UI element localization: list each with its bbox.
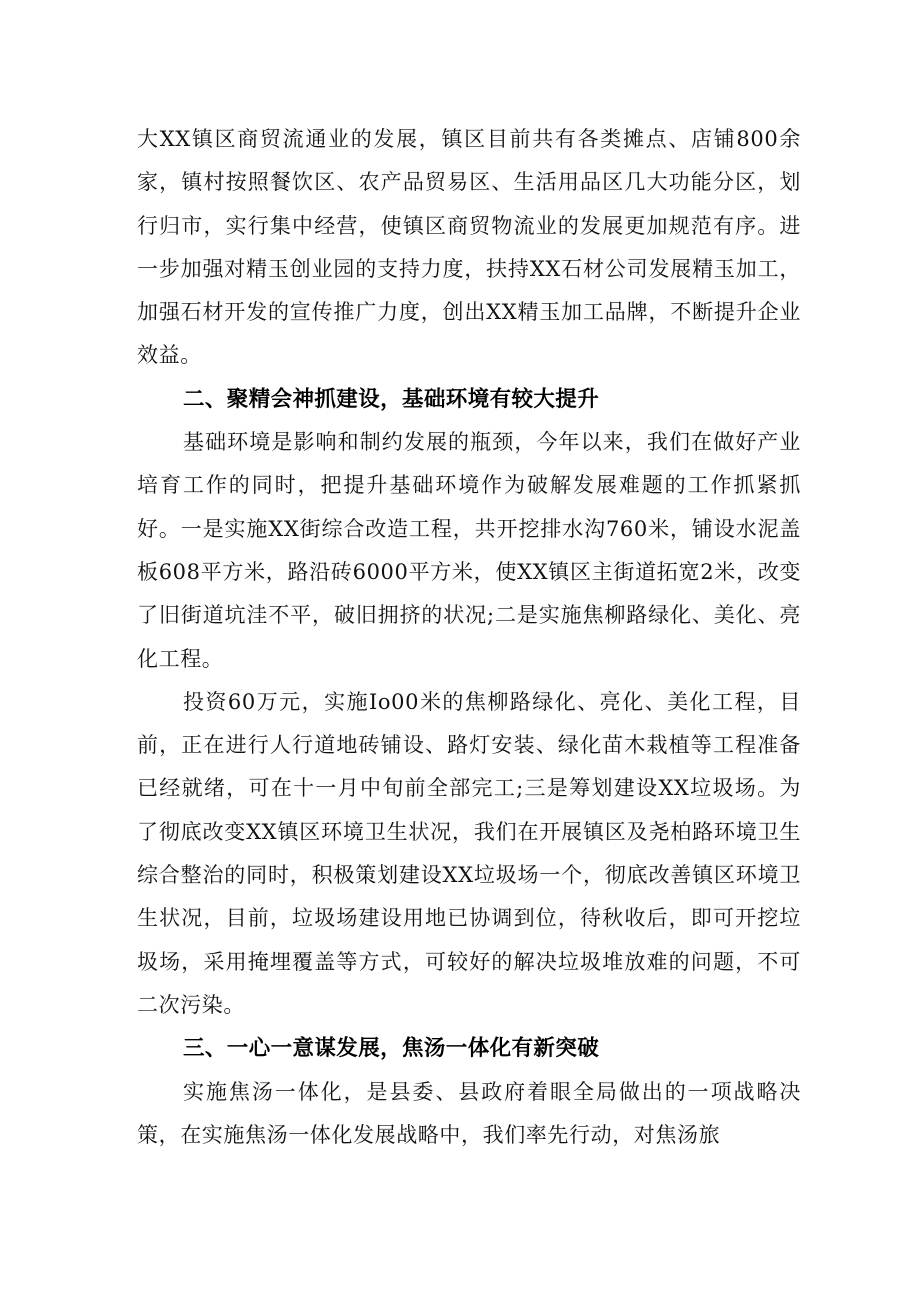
section-heading-integration: 三、一心一意谋发展，焦汤一体化有新突破 (183, 1036, 600, 1062)
paragraph-infrastructure-intro: 基础环境是影响和制约发展的瓶颈，今年以来，我们在做好产业培育工作的同时，把提升基础环境作为破解发展难题的工作抓紧抓好。一是实施XX街综合改造工程，共开挖排水沟760米，铺设水泥盖板608平方米，路沿砖6000平方米，使XX镇区主街道拓宽2米，改变了旧街道坑洼不平，破旧拥挤的状况;二是实施焦柳路绿化、美化、亮化工程。 (137, 430, 801, 671)
section-heading-infrastructure: 二、聚精会神抓建设，基础环境有较大提升 (183, 386, 600, 412)
paragraph-commerce-continuation: 大XX镇区商贸流通业的发展，镇区目前共有各类摊点、店铺800余家，镇村按照餐饮区、农产品贸易区、生活用品区几大功能分区，划行归市，实行集中经营，使镇区商贸物流业的发展更加规范有序。进一步加强对精玉创业园的支持力度，扶持XX石材公司发展精玉加工，加强石材开发的宣传推广力度，创出XX精玉加工品牌，不断提升企业效益。 (137, 127, 801, 368)
document-body (137, 118, 801, 1157)
paragraph-investment-projects: 投资60万元，实施Io00米的焦柳路绿化、亮化、美化工程，目前，正在进行人行道地砖铺设、路灯安装、绿化苗木栽植等工程准备已经就绪，可在十一月中旬前全部完工;三是筹划建设XX垃圾场。为了彻底改变XX镇区环境卫生状况，我们在开展镇区及尧柏路环境卫生综合整治的同时，积极策划建设XX垃圾场一个，彻底改善镇区环境卫生状况，目前，垃圾场建设用地已协调到位，待秋收后，即可开挖垃圾场，采用掩埋覆盖等方式，可较好的解决垃圾堆放难的问题，不可二次污染。 (137, 689, 801, 1017)
paragraph-integration-intro: 实施焦汤一体化，是县委、县政府着眼全局做出的一项战略决策，在实施焦汤一体化发展战略中，我们率先行动，对焦汤旅 (137, 1079, 801, 1147)
